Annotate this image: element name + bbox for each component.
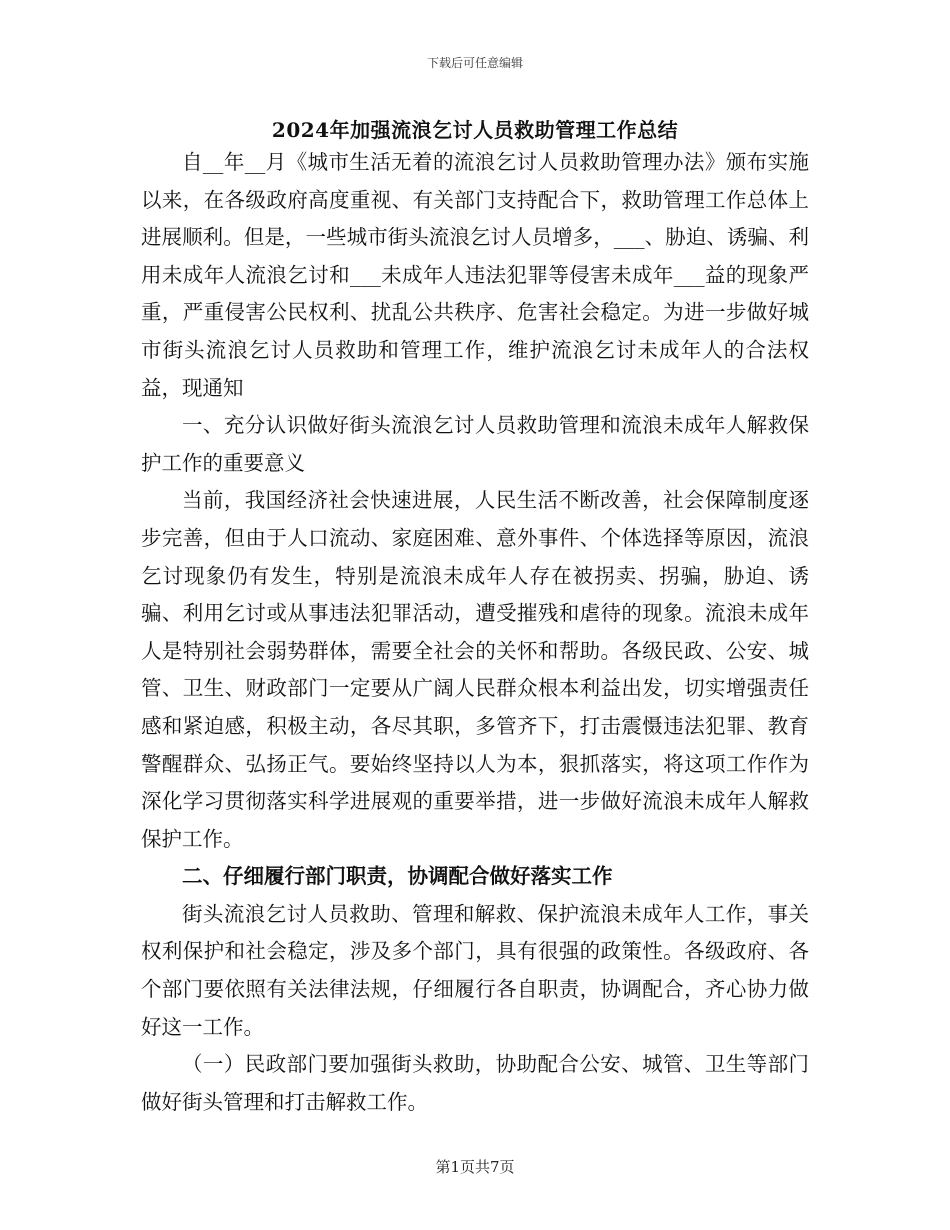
paragraph-intro: 自__年__月《城市生活无着的流浪乞讨人员救助管理办法》颁布实施以来，在各级政府高度重视、有关部门支持配合下，救助管理工作总体上进展顺利。但是，一些城市街头流浪乞讨人员增多，___、胁迫、诱骗、利用未成年人流浪乞讨和___未成年人违法犯罪等侵害未成年___益的现象严重，严重侵害公民权利、扰乱公共秩序、危害社会稳定。为进一步做好城市街头流浪乞讨人员救助和管理工作，维护流浪乞讨未成年人的合法权益，现通知 bbox=[141, 150, 809, 400]
header-note: 下载后可任意编辑 bbox=[426, 56, 523, 70]
page-number: 第1页共7页 bbox=[435, 1158, 515, 1176]
paragraph-section-2: 街头流浪乞讨人员救助、管理和解救、保护流浪未成年人工作，事关权利保护和社会稳定，涉及多个部门，具有很强的政策性。各级政府、各个部门要依照有关法律法规，仔细履行各自职责，协调配合，齐心协力做好这一工作。 bbox=[141, 901, 809, 1039]
section-heading-1: 一、充分认识做好街头流浪乞讨人员救助管理和流浪未成年人解救保护工作的重要意义 bbox=[141, 413, 809, 475]
document-title: 2024年加强流浪乞讨人员救助管理工作总结 bbox=[271, 118, 679, 142]
section-heading-2: 二、仔细履行部门职责，协调配合做好落实工作 bbox=[182, 864, 613, 889]
document-body bbox=[141, 144, 809, 1121]
paragraph-subsection-1: （一）民政部门要加强街头救助，协助配合公安、城管、卫生等部门做好街头管理和打击解救工作。 bbox=[141, 1052, 809, 1114]
paragraph-section-1: 当前，我国经济社会快速进展，人民生活不断改善，社会保障制度逐步完善，但由于人口流动、家庭困难、意外事件、个体选择等原因，流浪乞讨现象仍有发生，特别是流浪未成年人存在被拐卖、拐骗，胁迫、诱骗、利用乞讨或从事违法犯罪活动，遭受摧残和虐待的现象。流浪未成年人是特别社会弱势群体，需要全社会的关怀和帮助。各级民政、公安、城管、卫生、财政部门一定要从广阔人民群众根本利益出发，切实增强责任感和紧迫感，积极主动，各尽其职，多管齐下，打击震慑违法犯罪、教育警醒群众、弘扬正气。要始终坚持以人为本，狠抓落实，将这项工作作为深化学习贯彻落实科学进展观的重要举措，进一步做好流浪未成年人解救保护工作。 bbox=[141, 488, 809, 851]
